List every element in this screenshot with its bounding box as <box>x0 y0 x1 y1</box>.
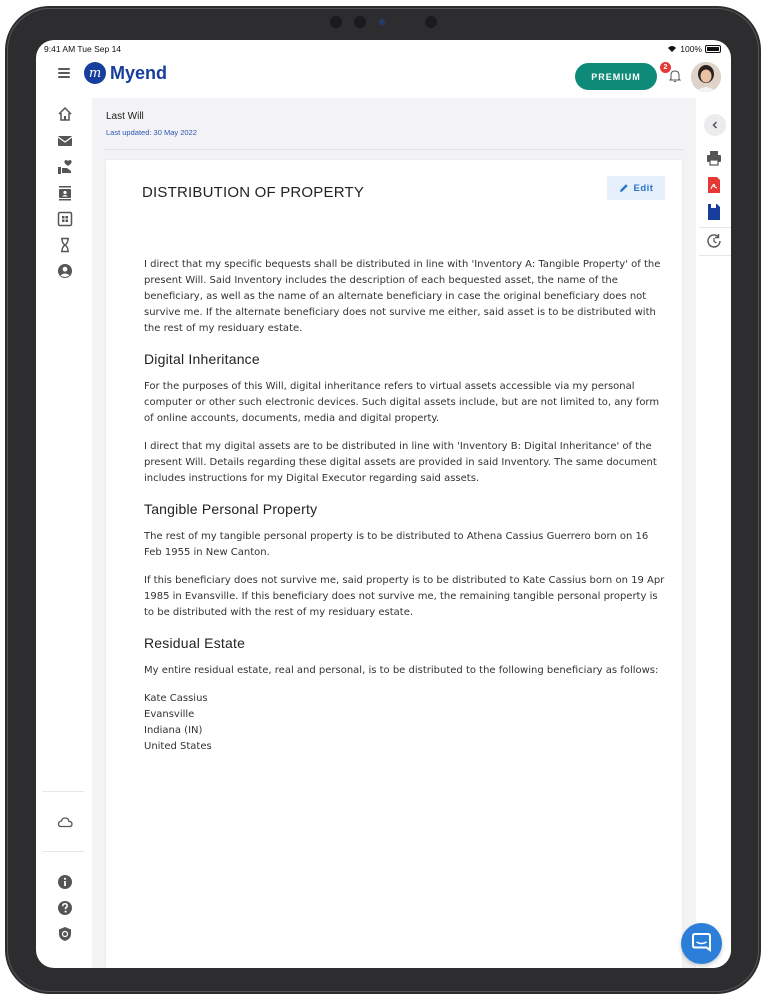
tablet-frame <box>5 6 761 994</box>
nav-divider <box>42 791 84 792</box>
hand-heart-icon[interactable] <box>57 159 73 175</box>
paragraph: My entire residual estate, real and personal, is to be distributed to the following beneficiary as follows: <box>144 665 659 676</box>
section-body <box>144 257 668 755</box>
account-icon[interactable] <box>57 263 73 279</box>
status-bar <box>36 40 731 56</box>
help-icon[interactable] <box>57 900 73 916</box>
section-title: DISTRIBUTION OF PROPERTY <box>142 184 365 201</box>
document-header <box>106 111 197 137</box>
avatar[interactable] <box>691 62 721 92</box>
app-name: Myend <box>110 62 168 83</box>
app-logo[interactable] <box>84 62 167 84</box>
paragraph: For the purposes of this Will, digital inheritance refers to virtual assets accessible via my personal computer or other such electronic devices. Such digital assets include, but are not limited to, any form of online accounts, documents, media and digital property. <box>144 381 660 424</box>
document-title: Last Will <box>106 111 144 122</box>
toolbar-divider <box>699 227 731 228</box>
edit-button[interactable] <box>607 176 665 200</box>
grid-icon[interactable] <box>57 211 73 227</box>
premium-button[interactable]: PREMIUM <box>575 63 657 90</box>
camera-dot <box>425 16 437 28</box>
contacts-icon[interactable] <box>57 185 73 201</box>
status-right <box>667 44 721 54</box>
subheading-residual: Residual Estate <box>144 635 246 651</box>
notification-badge: 2 <box>660 62 671 73</box>
paragraph: I direct that my digital assets are to be distributed in line with 'Inventory B: Digital Inheritance' of the present Will. Details regarding these digital assets are provided in said Inventory. The same document includes instructions for my Digital Executor regarding said assets. <box>144 441 657 484</box>
address-line: United States <box>144 741 212 752</box>
paragraph: I direct that my specific bequests shall be distributed in line with 'Inventory A: Tangible Property' of the present Will. Said Inventory includes the description of each bequested asset, the name of the beneficiary, as well as the name of an alternate beneficiary in case the original beneficiary does not survive me. If the alternate beneficiary does not survive me either, said asset is to be distributed with the rest of my residuary estate. <box>144 259 661 334</box>
mail-icon[interactable] <box>57 133 73 149</box>
camera-lens <box>379 19 385 25</box>
last-updated: Last updated: 30 May 2022 <box>106 128 197 137</box>
subheading-digital: Digital Inheritance <box>144 351 260 367</box>
hourglass-icon[interactable] <box>57 237 73 253</box>
home-icon[interactable] <box>57 106 73 122</box>
edit-label: Edit <box>633 182 654 194</box>
bell-icon[interactable] <box>668 69 682 83</box>
paragraph: If this beneficiary does not survive me, said property is to be distributed to Kate Cassius born on 19 Apr 1985 in Evansville. If this beneficiary does not survive me, the remaining tangible personal property is to be distributed with the rest of my residuary estate. <box>144 575 665 618</box>
history-icon[interactable] <box>704 231 724 251</box>
info-icon[interactable] <box>57 874 73 890</box>
status-time-date: 9:41 AM Tue Sep 14 <box>44 44 122 54</box>
shield-icon[interactable] <box>57 926 73 942</box>
battery-icon <box>705 45 721 53</box>
address-line: Evansville <box>144 709 195 720</box>
battery-label: 100% <box>680 44 702 54</box>
main-content <box>92 98 696 968</box>
pencil-icon <box>619 183 629 193</box>
beneficiary-address <box>144 691 668 755</box>
address-line: Kate Cassius <box>144 693 208 704</box>
chevron-left-icon <box>711 121 719 129</box>
toolbar-divider <box>699 255 731 256</box>
cloud-icon[interactable] <box>57 814 73 830</box>
paragraph: The rest of my tangible personal property is to be distributed to Athena Cassius Guerrero born on 16 Feb 1955 in New Canton. <box>144 531 649 558</box>
user-photo <box>691 62 721 92</box>
will-section-card <box>106 160 682 968</box>
menu-icon[interactable] <box>58 68 70 78</box>
address-line: Indiana (IN) <box>144 725 203 736</box>
chat-button[interactable] <box>681 923 722 964</box>
right-toolbar <box>696 98 731 968</box>
collapse-panel-button[interactable] <box>704 114 726 136</box>
pdf-icon[interactable] <box>704 175 724 195</box>
subheading-tangible: Tangible Personal Property <box>144 501 318 517</box>
camera-dot <box>330 16 342 28</box>
print-icon[interactable] <box>704 148 724 168</box>
wifi-icon <box>667 45 677 53</box>
camera-dot <box>354 16 366 28</box>
chat-icon <box>681 923 722 964</box>
logo-mark: m <box>84 62 106 84</box>
header-divider <box>104 149 684 150</box>
screen <box>36 40 731 968</box>
top-bar <box>36 56 731 96</box>
left-nav <box>36 96 92 968</box>
nav-divider <box>42 851 84 852</box>
save-icon[interactable] <box>704 202 724 222</box>
